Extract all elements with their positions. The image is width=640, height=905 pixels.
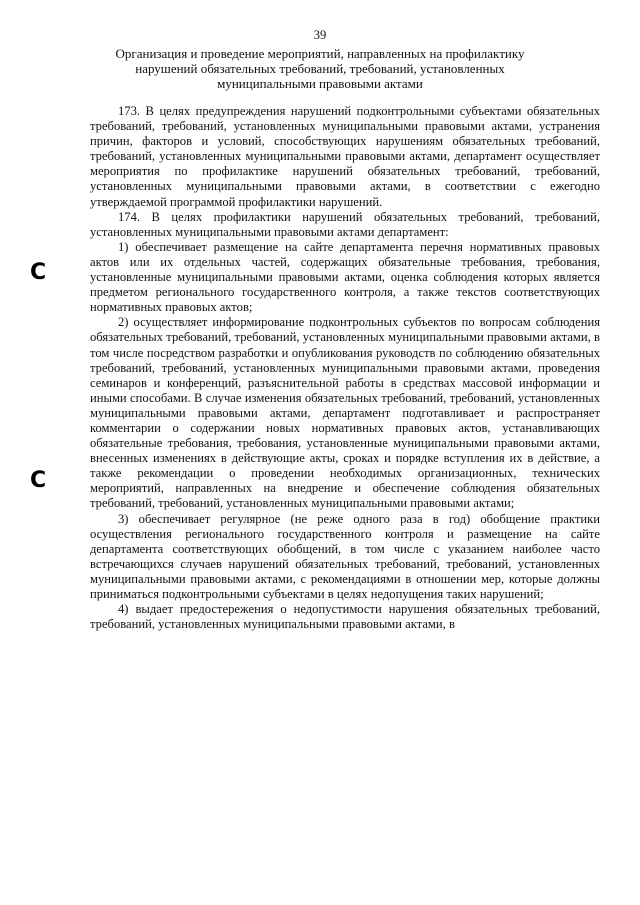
list-item-3: 3) обеспечивает регулярное (не реже одного раза в год) обобщение практики осуществления регионального государственного контроля и размещение на сайте департамента соответствующих обобщений, в том числе с указанием наиболее часто встречающихся случаев нарушений обязательных требований, требований, установленных муниципальными правовыми актами, с рекомендациями в отношении мер, которые должны приниматься подконтрольными субъектами в целях недопущения таких нарушений; (90, 511, 600, 601)
list-item-2: 2) осуществляет информирование подконтрольных субъектов по вопросам соблюдения обязательных требований, требований, установленных муниципальными правовыми актами, в том числе посредством разработки и опубликования руководств по соблюдению обязательных требований, требований, установленных муниципальными правовыми актами, проведения семинаров и конференций, разъяснительной работы в средствах массовой информации и иными способами. В случае изменения обязательных требований, требований, установленных муниципальными правовыми актами, департамент подготавливает и распространяет комментарии о содержании новых нормативных правовых актов, устанавливающих обязательные требования, требования, установленные муниципальными правовыми актами, внесенных изменениях в действующие акты, сроках и порядке вступления их в действие, а также рекомендации о проведении необходимых организационных, технических мероприятий, направленных на внедрение и обеспечение соблюдения обязательных требований, требований, установленных муниципальными правовыми актами; (90, 315, 600, 511)
heading-line: Организация и проведение мероприятий, направленных на профилактику (115, 46, 525, 61)
paragraph-174: 174. В целях профилактики нарушений обязательных требований, требований, установленных муниципальными правовыми актами департамент: (90, 209, 600, 239)
page-number: 39 (313, 28, 327, 42)
list-item-1: 1) обеспечивает размещение на сайте департамента перечня нормативных правовых актов или их отдельных частей, содержащих обязательные требования, требования, установленные муниципальными правовыми актами, оценка соблюдения которых является предметом регионального государственного контроля, а также текстов соответствующих нормативных правовых актов; (90, 239, 600, 315)
heading-line: муниципальными правовыми актами (217, 76, 423, 91)
binder-hole-mark: C (30, 260, 47, 285)
list-item-4: 4) выдает предостережения о недопустимости нарушения обязательных требований, требований, установленных муниципальными правовыми актами, в (90, 602, 600, 632)
paragraph-173: 173. В целях предупреждения нарушений подконтрольными субъектами обязательных требований, требований, установленных муниципальными правовыми актами, устранения причин, факторов и условий, способствующих нарушениям обязательных требований, требований, установленных муниципальными правовыми актами, департамент осуществляет мероприятия по профилактике нарушений обязательных требований, требований, установленных муниципальными правовыми актами, в соответствии с ежегодно утверждаемой программой профилактики нарушений. (90, 104, 600, 209)
section-heading (100, 46, 540, 91)
binder-hole-mark: C (30, 468, 47, 493)
heading-line: нарушений обязательных требований, требований, установленных (135, 61, 505, 76)
document-body (90, 104, 600, 632)
